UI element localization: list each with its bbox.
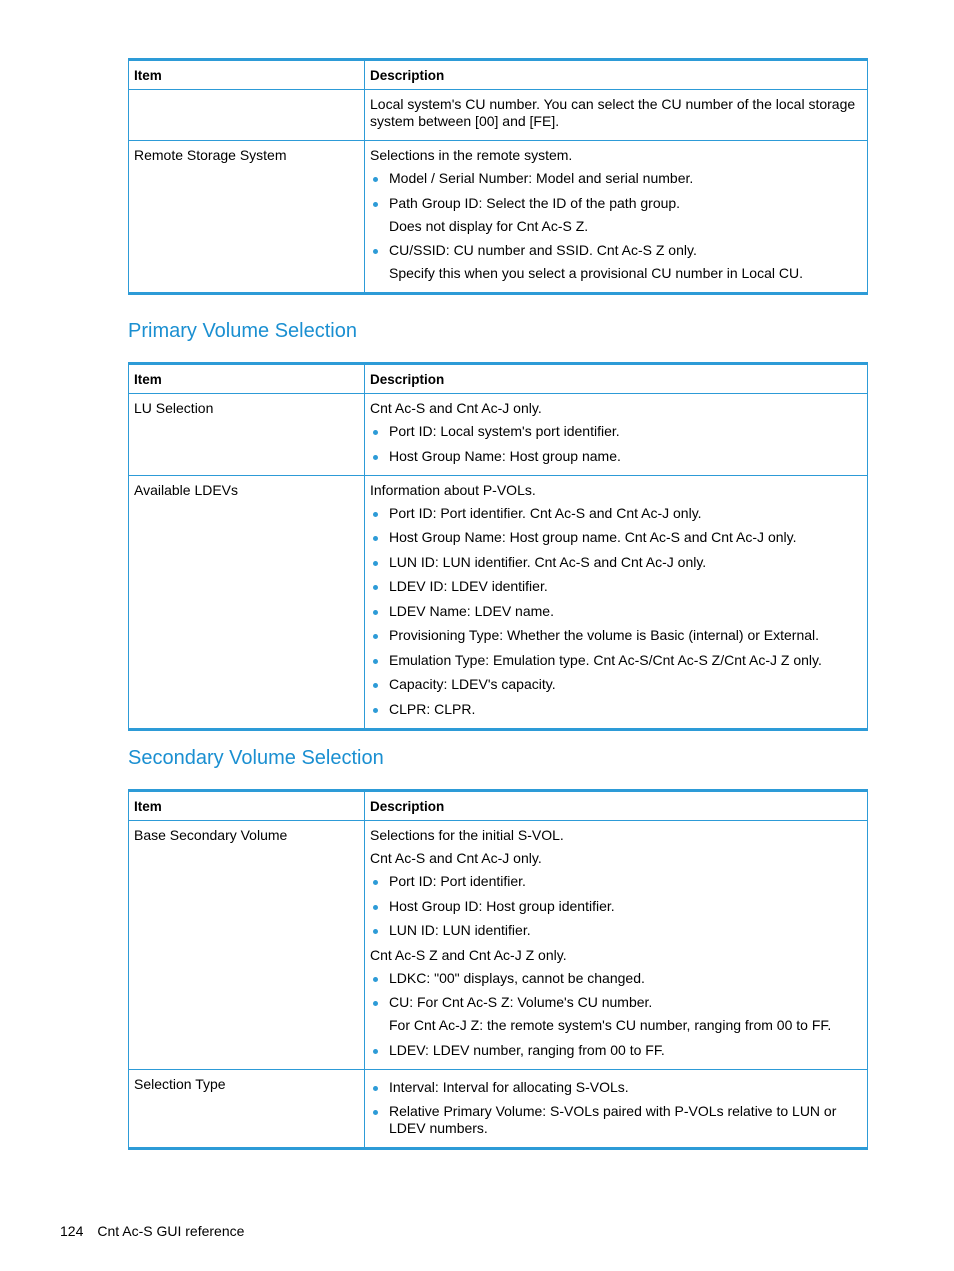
description-cell: [365, 475, 868, 729]
list-item: Host Group ID: Host group identifier.: [370, 898, 862, 915]
list-item: Port ID: Port identifier. Cnt Ac-S and Cnt Ac-J only.: [370, 505, 862, 522]
bullet-icon: [373, 430, 378, 435]
bullet-list: [370, 505, 862, 718]
description-cell: [365, 821, 868, 1070]
list-item: Port ID: Local system's port identifier.: [370, 423, 862, 440]
remote-system-table: [128, 58, 868, 295]
footer-title: Cnt Ac-S GUI reference: [97, 1223, 245, 1239]
section-title-primary-volume: Primary Volume Selection: [128, 320, 357, 342]
bullet-icon: [373, 929, 378, 934]
note-text: Specify this when you select a provisional CU number in Local CU.: [389, 265, 803, 281]
bullet-icon: [373, 249, 378, 254]
header-description: Description: [365, 791, 868, 821]
item-cell: Selection Type: [129, 1069, 365, 1149]
list-item: Path Group ID: Select the ID of the path group. Does not display for Cnt Ac-S Z.: [370, 195, 862, 235]
list-item: Host Group Name: Host group name. Cnt Ac-S and Cnt Ac-J only.: [370, 529, 862, 546]
table-row: [129, 141, 868, 294]
note-text: For Cnt Ac-J Z: the remote system's CU number, ranging from 00 to FF.: [389, 1017, 832, 1033]
list-item: Emulation Type: Emulation type. Cnt Ac-S/Cnt Ac-S Z/Cnt Ac-J Z only.: [370, 652, 862, 669]
table-row: [129, 475, 868, 729]
list-item: LDEV ID: LDEV identifier.: [370, 578, 862, 595]
list-item: Capacity: LDEV's capacity.: [370, 676, 862, 693]
primary-volume-table: [128, 362, 868, 731]
bullet-icon: [373, 708, 378, 713]
bullet-list: [370, 170, 862, 282]
note-text: Does not display for Cnt Ac-S Z.: [389, 217, 589, 234]
bullet-icon: [373, 1110, 378, 1115]
description-text: Local system's CU number. You can select the CU number of the local storage system between [00] and [FE].: [370, 96, 856, 129]
table-row: [129, 1069, 868, 1149]
bullet-icon: [373, 1001, 378, 1006]
bullet-icon: [373, 1086, 378, 1091]
bullet-list: [370, 873, 862, 939]
list-item: LDEV Name: LDEV name.: [370, 603, 862, 620]
bullet-icon: [373, 1049, 378, 1054]
list-item: Port ID: Port identifier.: [370, 873, 862, 890]
bullet-icon: [373, 977, 378, 982]
bullet-icon: [373, 634, 378, 639]
list-item: Relative Primary Volume: S-VOLs paired with P-VOLs relative to LUN or LDEV numbers.: [370, 1103, 862, 1137]
bullet-list: [370, 970, 862, 1059]
bullet-icon: [373, 905, 378, 910]
description-cell: [365, 1069, 868, 1149]
list-item: Interval: Interval for allocating S-VOLs.: [370, 1079, 862, 1096]
description-text: Cnt Ac-S Z and Cnt Ac-J Z only.: [370, 946, 567, 963]
header-description: Description: [365, 60, 868, 90]
list-item: Host Group Name: Host group name.: [370, 448, 862, 465]
item-cell: Available LDEVs: [129, 475, 365, 729]
table-row: [129, 90, 868, 141]
list-item: LUN ID: LUN identifier. Cnt Ac-S and Cnt Ac-J only.: [370, 554, 862, 571]
header-item: Item: [129, 60, 365, 90]
bullet-icon: [373, 683, 378, 688]
bullet-icon: [373, 512, 378, 517]
description-text: Cnt Ac-S and Cnt Ac-J only.: [370, 850, 542, 866]
bullet-icon: [373, 610, 378, 615]
item-cell: [129, 90, 365, 141]
description-text: Cnt Ac-S and Cnt Ac-J only.: [370, 400, 542, 416]
bullet-list: [370, 423, 862, 465]
item-cell: LU Selection: [129, 394, 365, 476]
list-item: Model / Serial Number: Model and serial number.: [370, 170, 862, 187]
list-item: CU: For Cnt Ac-S Z: Volume's CU number. For Cnt Ac-J Z: the remote system's CU number, ranging from 00 to FF.: [370, 994, 862, 1034]
description-text: Selections for the initial S-VOL.: [370, 827, 564, 843]
list-item: CU/SSID: CU number and SSID. Cnt Ac-S Z only. Specify this when you select a provisional CU number in Local CU.: [370, 242, 862, 282]
list-item: Provisioning Type: Whether the volume is Basic (internal) or External.: [370, 627, 862, 644]
bullet-icon: [373, 536, 378, 541]
secondary-volume-table: [128, 789, 868, 1150]
description-text: Selections in the remote system.: [370, 147, 573, 163]
bullet-icon: [373, 455, 378, 460]
bullet-icon: [373, 880, 378, 885]
bullet-list: [370, 1079, 862, 1138]
page-footer: [60, 1223, 244, 1239]
bullet-icon: [373, 561, 378, 566]
bullet-icon: [373, 202, 378, 207]
description-text: Information about P-VOLs.: [370, 481, 536, 498]
item-cell: Remote Storage System: [129, 141, 365, 294]
list-item: LDKC: "00" displays, cannot be changed.: [370, 970, 862, 987]
table-row: [129, 394, 868, 476]
bullet-icon: [373, 659, 378, 664]
bullet-icon: [373, 177, 378, 182]
description-cell: [365, 394, 868, 476]
list-item: LDEV: LDEV number, ranging from 00 to FF.: [370, 1042, 862, 1059]
bullet-icon: [373, 585, 378, 590]
section-title-secondary-volume: Secondary Volume Selection: [128, 747, 384, 769]
description-cell: [365, 90, 868, 141]
list-item: LUN ID: LUN identifier.: [370, 922, 862, 939]
header-description: Description: [365, 364, 868, 394]
header-item: Item: [129, 364, 365, 394]
description-cell: [365, 141, 868, 294]
list-item: CLPR: CLPR.: [370, 701, 862, 718]
table-row: [129, 821, 868, 1070]
page-number: 124: [60, 1223, 84, 1239]
header-item: Item: [129, 791, 365, 821]
item-cell: Base Secondary Volume: [129, 821, 365, 1070]
